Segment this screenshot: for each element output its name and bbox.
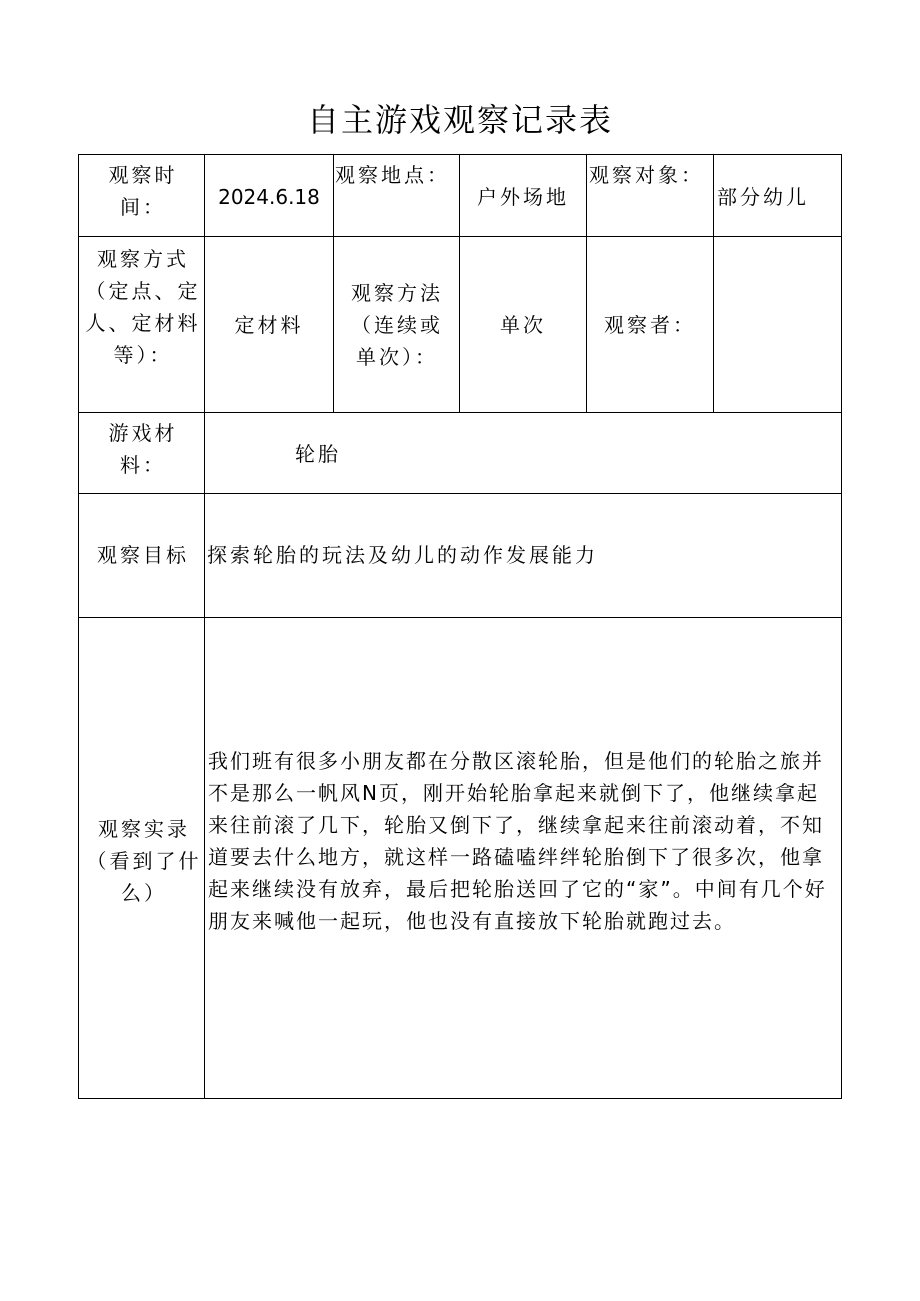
record-value: 我们班有很多小朋友都在分散区滚轮胎，但是他们的轮胎之旅并不是那么一帆风N页，刚开始轮胎拿起来就倒下了，他继续拿起来往前滚了几下，轮胎又倒下了，继续拿起来往前滚动着，不知道要去什么地方，就这样一路磕嗑绊绊轮胎倒下了很多次，他拿起来继续没有放弃，最后把轮胎送回了它的“家”。中间有几个好朋友来喊他一起玩，他也没有直接放下轮胎就跑过去。 — [208, 749, 827, 933]
material-label: 游戏材料： — [108, 421, 178, 477]
time-value: 2024.6.18 — [218, 185, 320, 209]
observation-table — [78, 154, 842, 1099]
material-value: 轮胎 — [295, 442, 341, 466]
mode-label: 观察方式（定点、定人、定材料等）： — [85, 247, 201, 367]
record-label: 观察实录（看到了什么） — [86, 817, 202, 905]
mode-value: 定材料 — [234, 313, 304, 337]
page-title: 自主游戏观察记录表 — [306, 101, 613, 139]
row-divider — [79, 617, 841, 618]
time-label: 观察时间： — [108, 163, 178, 219]
col-divider — [713, 155, 714, 412]
goal-value: 探索轮胎的玩法及幼儿的动作发展能力 — [207, 543, 598, 567]
target-value: 部分幼儿 — [717, 185, 809, 209]
target-label: 观察对象： — [589, 163, 704, 187]
place-value: 户外场地 — [477, 185, 569, 209]
place-label: 观察地点： — [335, 163, 450, 187]
method-label: 观察方法（连续或单次）： — [351, 281, 443, 369]
observer-label: 观察者： — [604, 313, 696, 337]
row-divider — [79, 412, 841, 413]
row-divider — [79, 493, 841, 494]
goal-label: 观察目标 — [97, 543, 189, 567]
col-divider — [204, 155, 205, 1098]
col-divider — [586, 155, 587, 412]
row-divider — [79, 236, 841, 237]
method-value: 单次 — [500, 313, 546, 337]
col-divider — [333, 155, 334, 412]
